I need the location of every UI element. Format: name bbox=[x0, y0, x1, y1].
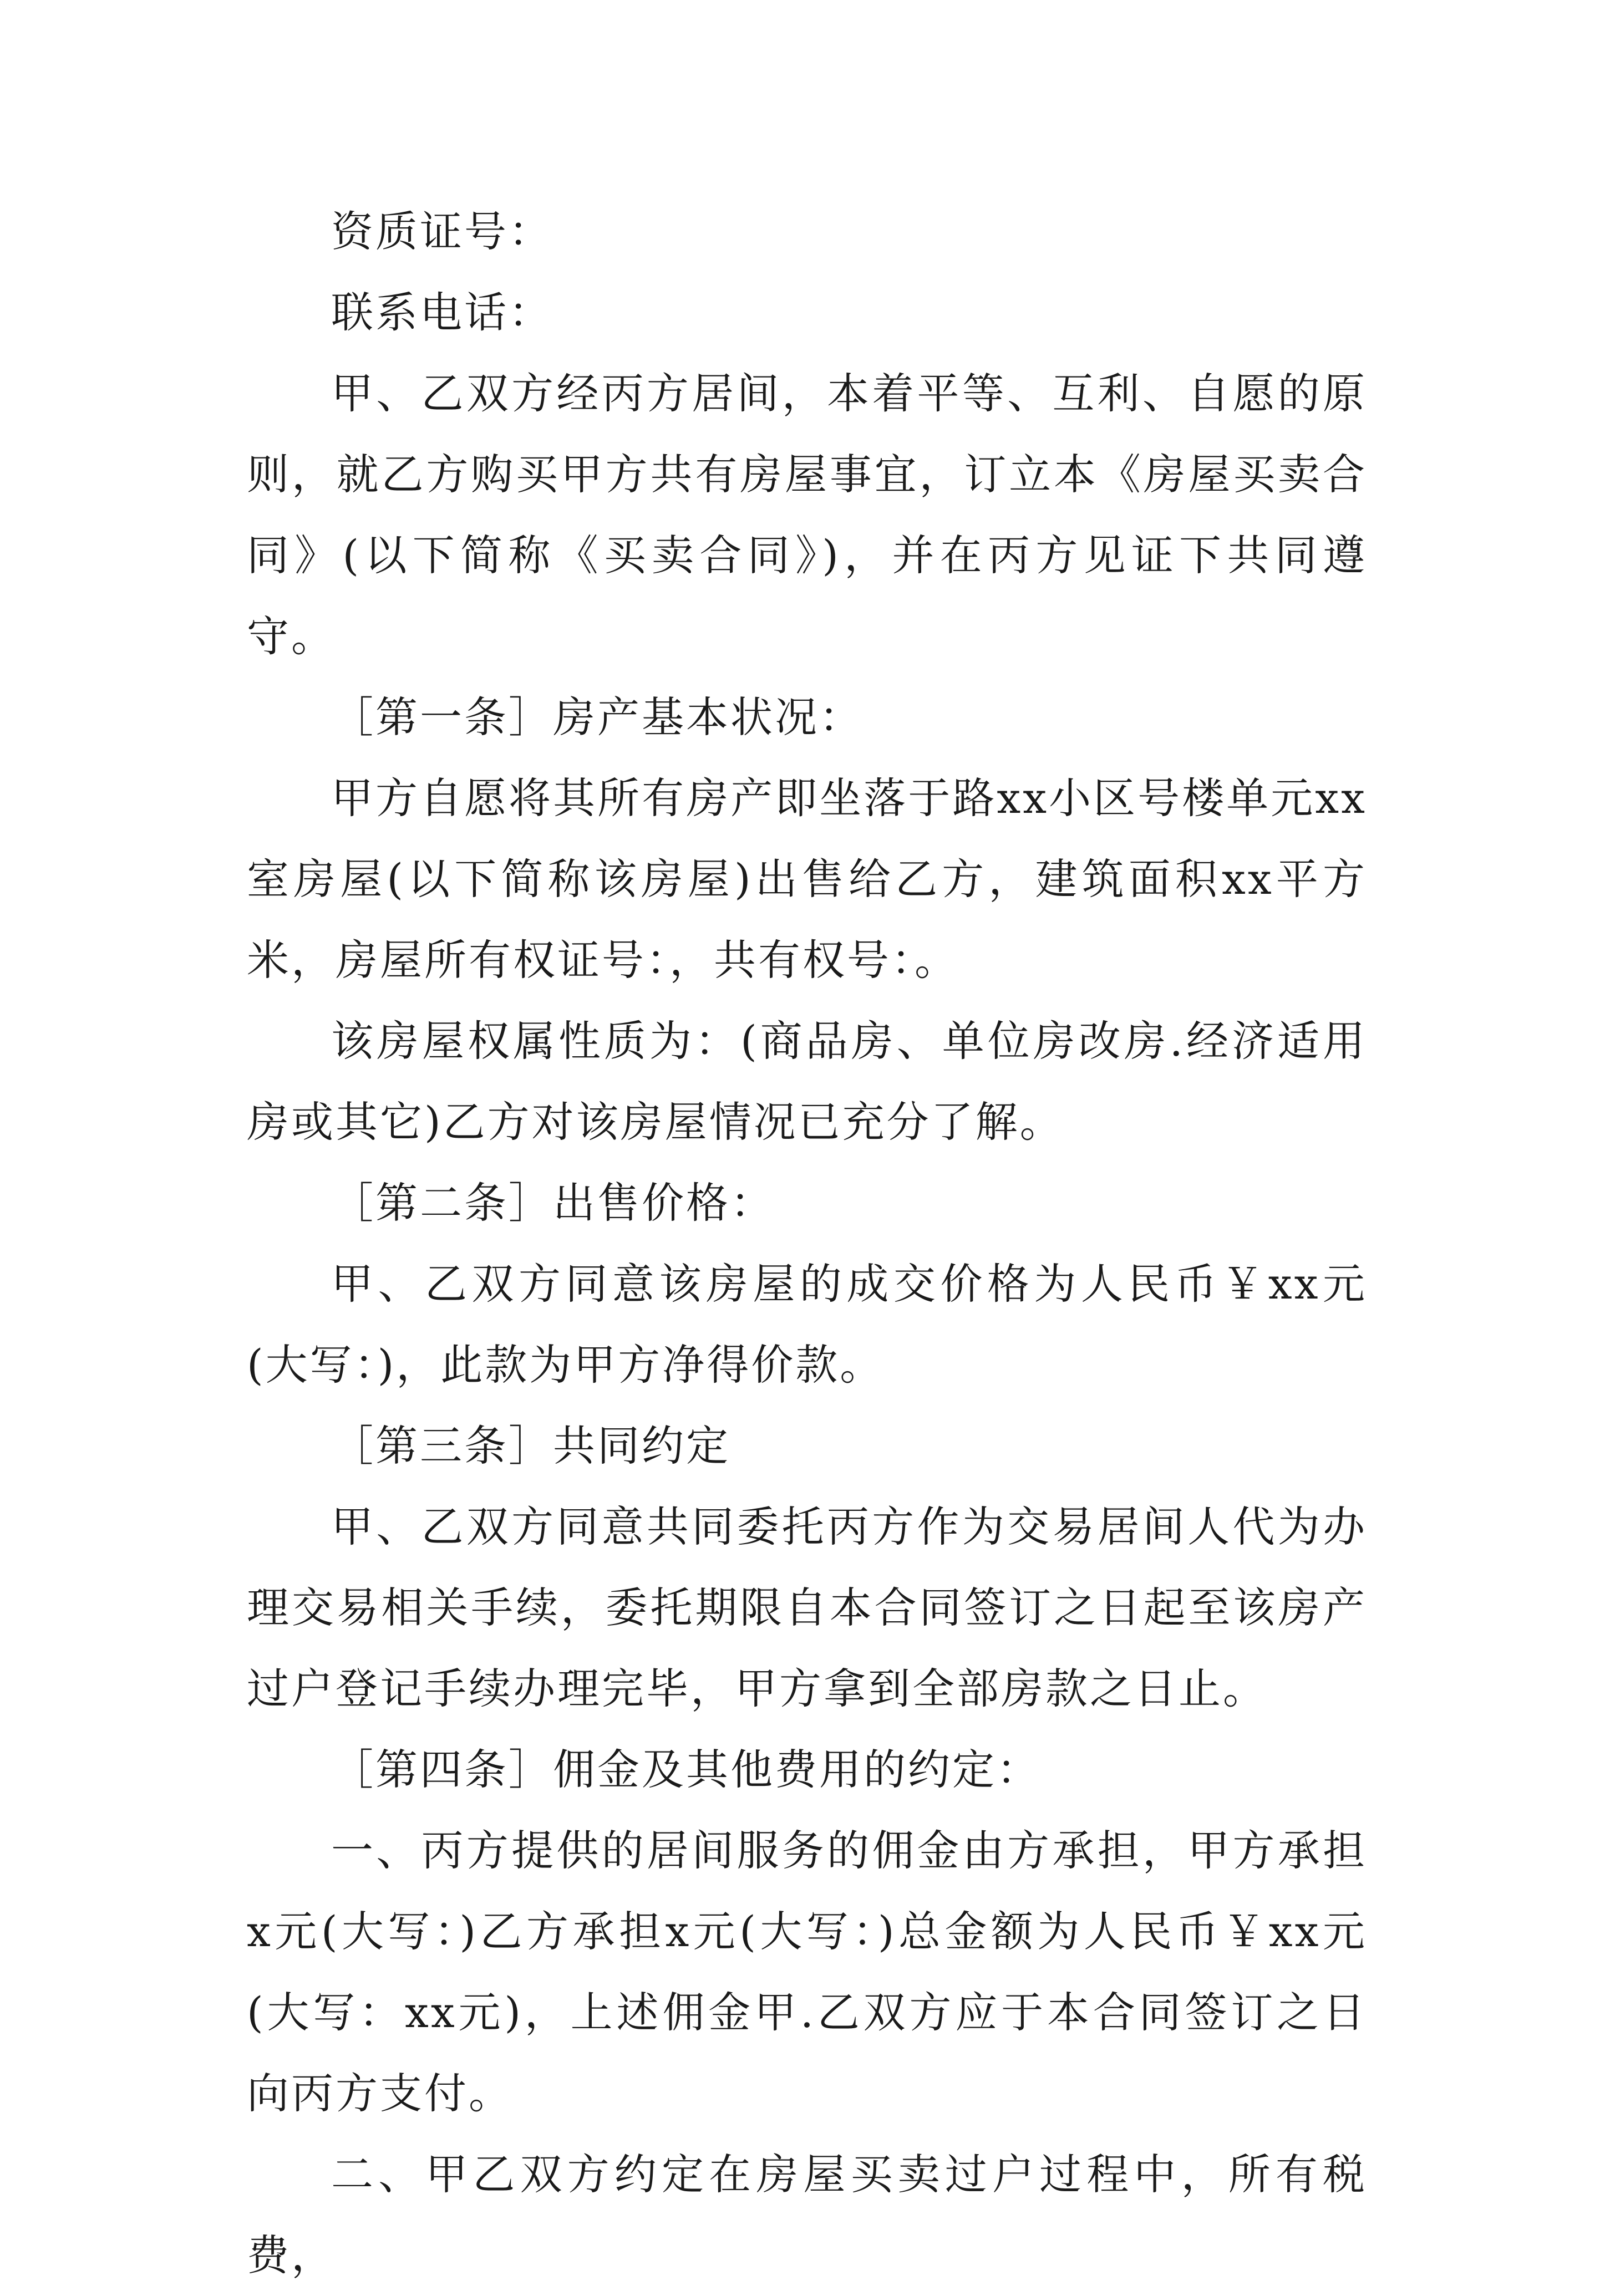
document-body bbox=[247, 191, 1367, 2296]
paragraph-property-location: 甲方自愿将其所有房产即坐落于路xx小区号楼单元xx室房屋(以下简称该房屋)出售给乙方，建筑面积xx平方米，房屋所有权证号：，共有权号：。 bbox=[247, 773, 1367, 985]
paragraph-joint-agreement: 甲、乙双方同意共同委托丙方作为交易居间人代为办理交易相关手续，委托期限自本合同签订之日起至该房产过户登记手续办理完毕，甲方拿到全部房款之日止。 bbox=[247, 1502, 1367, 1713]
paragraph-preamble: 甲、乙双方经丙方居间，本着平等、互利、自愿的原则，就乙方购买甲方共有房屋事宜，订立本《房屋买卖合同》(以下简称《买卖合同》)，并在丙方见证下共同遵守。 bbox=[247, 369, 1367, 661]
paragraph-sale-price: 甲、乙双方同意该房屋的成交价格为人民币￥xx元(大写：)，此款为甲方净得价款。 bbox=[247, 1259, 1367, 1389]
paragraph-property-nature: 该房屋权属性质为：(商品房、单位房改房.经济适用房或其它)乙方对该房屋情况已充分了解。 bbox=[247, 1016, 1367, 1147]
heading-article-2: ［第二条］出售价格： bbox=[331, 1178, 775, 1228]
paragraph-commission: 一、丙方提供的居间服务的佣金由方承担，甲方承担x元(大写：)乙方承担x元(大写：)总金额为人民币￥xx元(大写：xx元)，上述佣金甲.乙双方应于本合同签订之日向丙方支付。 bbox=[247, 1826, 1367, 2118]
paragraph-contact-phone: 联系电话： bbox=[331, 288, 553, 337]
heading-article-3: ［第三条］共同约定 bbox=[331, 1421, 730, 1470]
paragraph-taxes: 二、甲乙双方约定在房屋买卖过户过程中，所有税费， bbox=[247, 2150, 1367, 2280]
heading-article-4: ［第四条］佣金及其他费用的约定： bbox=[331, 1745, 1041, 1794]
heading-article-1: ［第一条］房产基本状况： bbox=[331, 693, 864, 742]
paragraph-qualification-number: 资质证号： bbox=[331, 207, 553, 256]
